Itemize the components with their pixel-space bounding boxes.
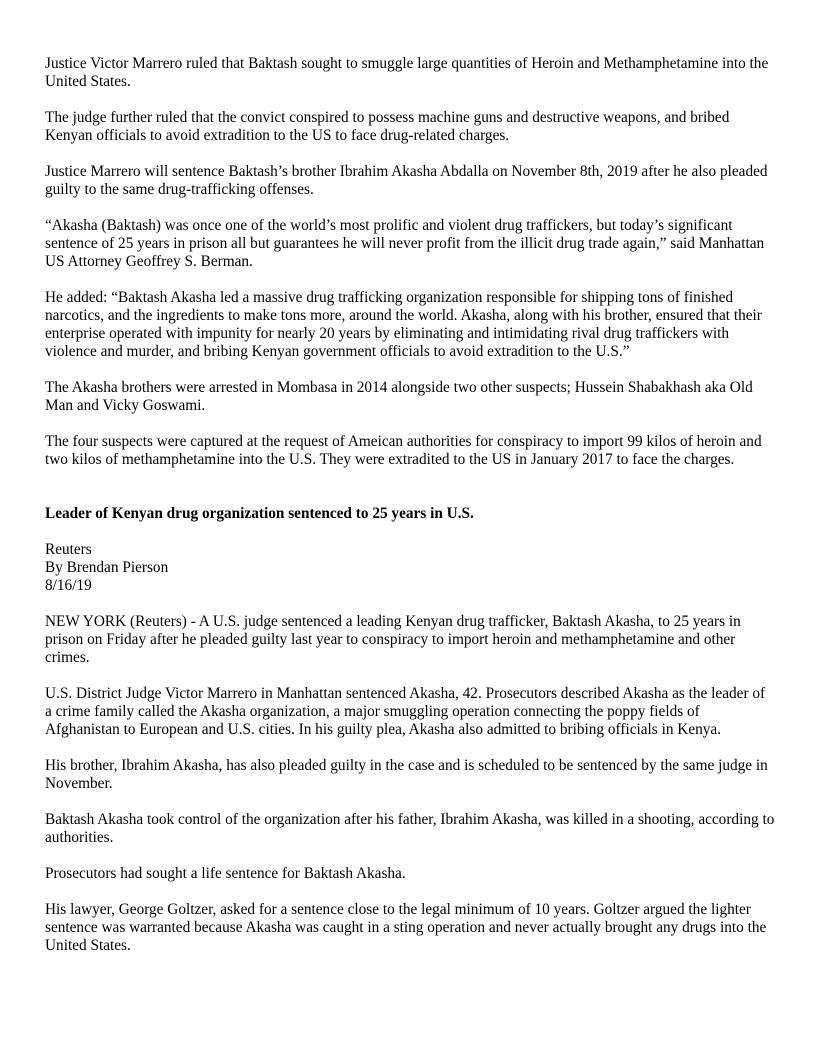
paragraph-berman-added: He added: “Baktash Akasha led a massive drug trafficking organization responsible for shipping tons of finished narcotics, and the ingredients to make tons more, around the world. Akasha, along with his brother, ensured that their enterprise operated with impunity for nearly 20 years by eliminating and intimidating rival drug traffickers with violence and murder, and bribing Kenyan government officials to avoid extradition to the U.S.”: [45, 289, 762, 360]
article-author: By Brendan Pierson: [45, 559, 169, 576]
paragraph-arrest: The Akasha brothers were arrested in Mombasa in 2014 alongside two other suspects; Hussein Shabakhash aka Old Man and Vicky Goswami.: [45, 379, 753, 414]
paragraph-judge: U.S. District Judge Victor Marrero in Manhattan sentenced Akasha, 42. Prosecutors described Akasha as the leader of a crime family called the Akasha organization, a major smuggling operation connecting the poppy fields of Afghanistan to European and U.S. cities. In his guilty plea, Akasha also admitted to bribing officials in Kenya.: [45, 685, 766, 738]
article-byline: [45, 541, 775, 595]
paragraph-ruling: Justice Victor Marrero ruled that Baktash sought to smuggle large quantities of Heroin and Methamphetamine into the United States.: [45, 55, 769, 90]
document-page: [45, 55, 775, 973]
paragraph-lawyer: His lawyer, George Goltzer, asked for a sentence close to the legal minimum of 10 years. Goltzer argued the lighter sentence was warranted because Akasha was caught in a sting operation and never actually brought any drugs into the United States.: [45, 901, 767, 954]
paragraph-life-sentence: Prosecutors had sought a life sentence for Baktash Akasha.: [45, 865, 406, 882]
paragraph-dateline: NEW YORK (Reuters) - A U.S. judge sentenced a leading Kenyan drug trafficker, Baktash Akasha, to 25 years in prison on Friday after he pleaded guilty last year to conspiracy to import heroin and methamphetamine and other crimes.: [45, 613, 741, 666]
paragraph-berman-quote: “Akasha (Baktash) was once one of the world’s most prolific and violent drug traffickers, but today’s significant sentence of 25 years in prison all but guarantees he will never profit from the illicit drug trade again,” said Manhattan US Attorney Geoffrey S. Berman.: [45, 217, 765, 270]
paragraph-brother-sentencing: Justice Marrero will sentence Baktash’s brother Ibrahim Akasha Abdalla on November 8th, 2019 after he also pleaded guilty to the same drug-trafficking offenses.: [45, 163, 768, 198]
article-date: 8/16/19: [45, 577, 92, 594]
article-headline: Leader of Kenyan drug organization sentenced to 25 years in U.S.: [45, 505, 474, 522]
paragraph-extradition: The four suspects were captured at the request of Ameican authorities for conspiracy to import 99 kilos of heroin and two kilos of methamphetamine into the U.S. They were extradited to the US in January 2017 to face the charges.: [45, 433, 762, 468]
paragraph-conspiracy: The judge further ruled that the convict conspired to possess machine guns and destructive weapons, and bribed Kenyan officials to avoid extradition to the US to face drug-related charges.: [45, 109, 730, 144]
paragraph-father: Baktash Akasha took control of the organization after his father, Ibrahim Akasha, was killed in a shooting, according to authorities.: [45, 811, 775, 846]
article-source: Reuters: [45, 541, 92, 558]
paragraph-brother: His brother, Ibrahim Akasha, has also pleaded guilty in the case and is scheduled to be sentenced by the same judge in November.: [45, 757, 768, 792]
